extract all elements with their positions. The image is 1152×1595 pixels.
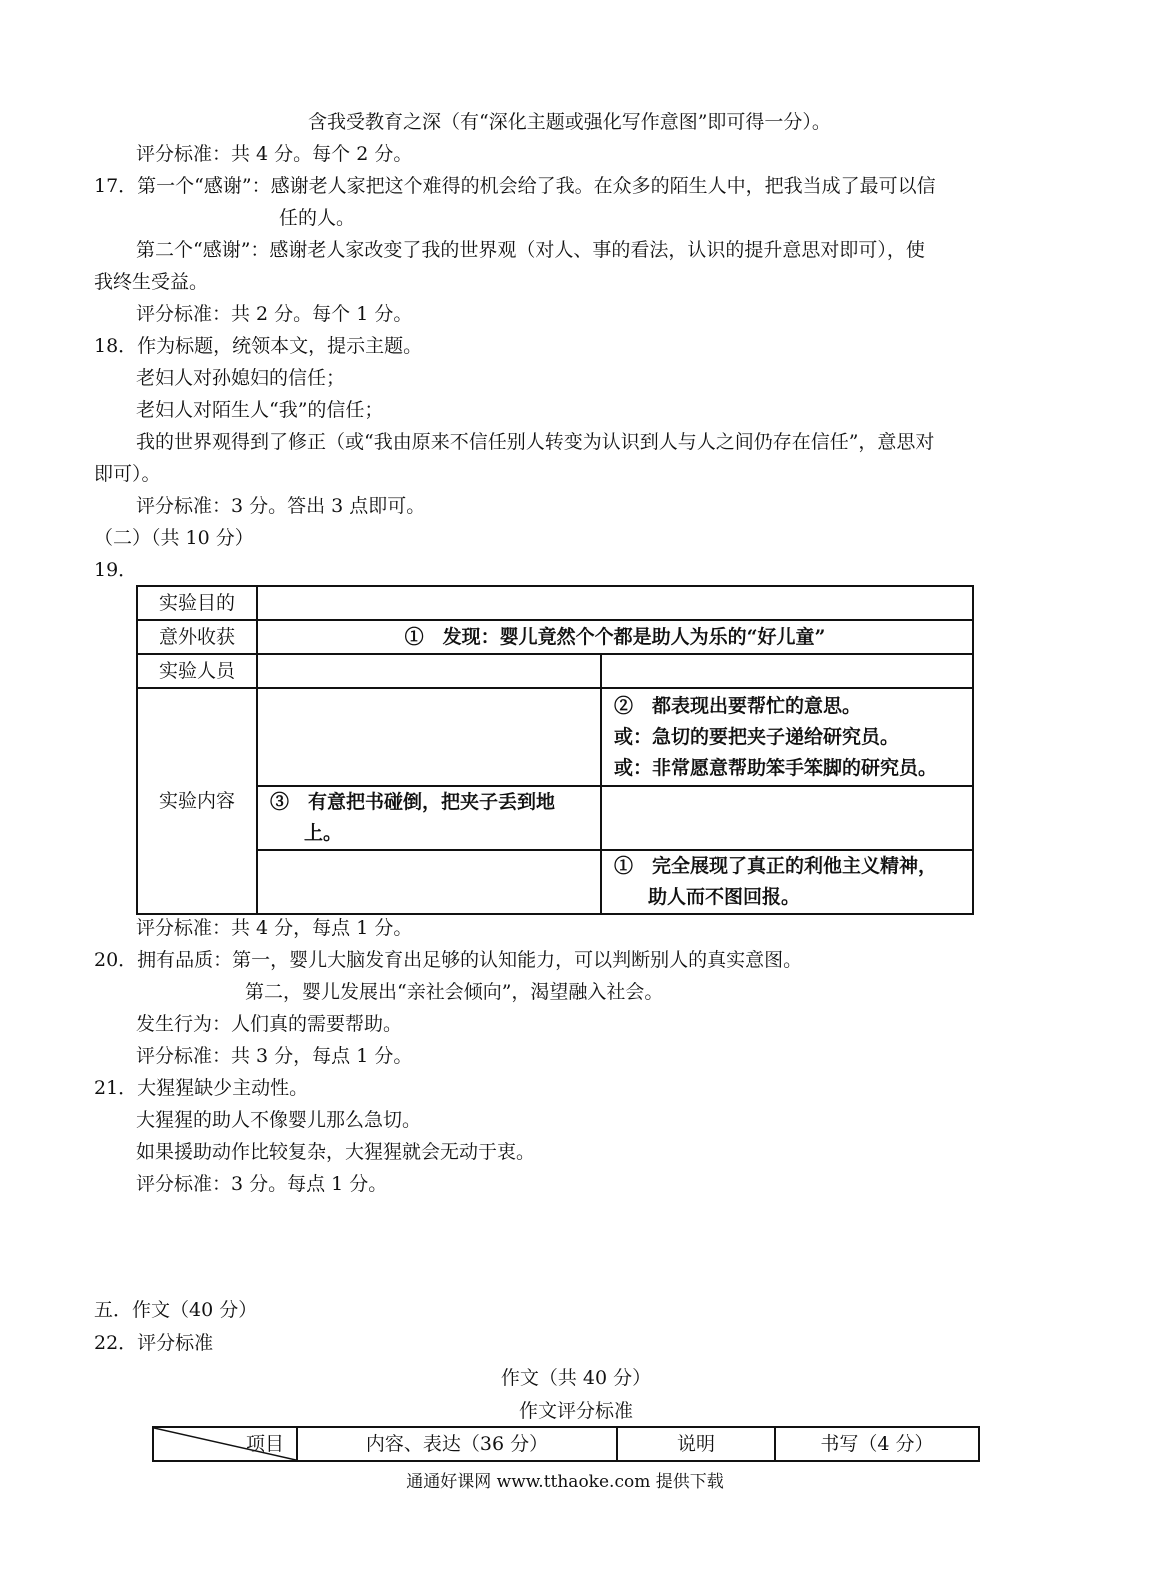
question-17-line3: 第二个“感谢”：感谢老人家改变了我的世界观（对人、事的看法，认识的提升意思对即可），使 [136,239,925,261]
question-21-line1: 21．大猩猩缺少主动性。 [94,1077,309,1099]
cell-content-3a [257,850,601,914]
question-19-number: 19． [94,559,138,581]
question-20-line3: 发生行为：人们真的需要帮助。 [136,1013,403,1035]
question-18-line4: 我的世界观得到了修正（或“我由原来不信任别人转变为认识到人与人之间仍存在信任”，意思对 [136,431,935,453]
answer-2-line3: 或：非常愿意帮助笨手笨脚的研究员。 [614,756,938,779]
question-21-line3: 如果援助动作比较复杂，大猩猩就会无动于衷。 [136,1141,536,1163]
cell-content-3b [601,850,973,914]
scoring-20: 评分标准：共 3 分，每点 1 分。 [136,1045,413,1067]
scoring-18: 评分标准：3 分。答出 3 点即可。 [136,495,426,517]
question-18-line2: 老妇人对孙媳妇的信任； [136,367,346,389]
question-18-line5: 即可）。 [94,463,161,485]
question-20-line2: 第二，婴儿发展出“亲社会倾向”，渴望融入社会。 [245,981,664,1003]
cell-content-1a [257,688,601,786]
question-18-line1: 18．作为标题，统领本文，提示主题。 [94,335,423,357]
answer-4-line1: ① 完全展现了真正的利他主义精神， [614,855,938,877]
cell-content-2a [257,786,601,850]
label-experiment-content: 实验内容 [137,688,257,914]
label-experiment-purpose: 实验目的 [137,586,257,620]
question-21-line2: 大猩猩的助人不像婴儿那么急切。 [136,1109,422,1131]
page-footer: 通通好课网 www.tthaoke.com 提供下载 [406,1472,724,1492]
question-17-line2: 任的人。 [279,207,356,229]
answer-3-line2: 上。 [304,822,343,844]
cell-unexpected-gain: ① 发现：婴儿竟然个个都是助人为乐的“好儿童” [257,620,973,654]
section-5-heading: 五．作文（40 分） [94,1299,258,1321]
experiment-table [136,585,974,915]
question-17-line4: 我终生受益。 [94,271,209,293]
answer-4-line2: 助人而不图回报。 [648,886,801,908]
scoring-19: 评分标准：共 4 分，每点 1 分。 [136,917,413,939]
label-experiment-staff: 实验人员 [137,654,257,688]
cell-content-2b [601,786,973,850]
question-20-line1: 20．拥有品质：第一，婴儿大脑发育出足够的认知能力，可以判断别人的真实意图。 [94,949,803,971]
essay-title: 作文（共 40 分） [500,1367,652,1389]
answer-2-line1: ② 都表现出要帮忙的意思。 [614,694,862,717]
scoring-21: 评分标准：3 分。每点 1 分。 [136,1173,388,1195]
answer-2-line2: 或：急切的要把夹子递给研究员。 [614,725,900,748]
cell-content-1b [601,688,973,786]
header-item: 项目 [153,1427,297,1461]
question-18-line3: 老妇人对陌生人“我”的信任； [136,399,384,421]
section-2-heading: （二）（共 10 分） [94,527,254,549]
answer-3-line1: ③ 有意把书碰倒，把夹子丢到地 [270,791,556,813]
header-notes: 说明 [617,1427,775,1461]
scoring-16: 评分标准：共 4 分。每个 2 分。 [136,143,413,165]
label-unexpected-gain: 意外收获 [137,620,257,654]
question-17-line1: 17．第一个“感谢”：感谢老人家把这个难得的机会给了我。在众多的陌生人中，把我当成了最可以信 [94,175,936,197]
cell-experiment-purpose [257,586,973,620]
answer-line-16-end: 含我受教育之深（有“深化主题或强化写作意图”即可得一分）。 [308,111,831,133]
cell-staff-b [601,654,973,688]
cell-staff-a [257,654,601,688]
essay-criteria-table [152,1426,980,1462]
scoring-17: 评分标准：共 2 分。每个 1 分。 [136,303,413,325]
essay-subtitle: 作文评分标准 [518,1400,633,1422]
header-content: 内容、表达（36 分） [297,1427,617,1461]
header-writing: 书写（4 分） [775,1427,979,1461]
question-22-line1: 22．评分标准 [94,1332,214,1354]
